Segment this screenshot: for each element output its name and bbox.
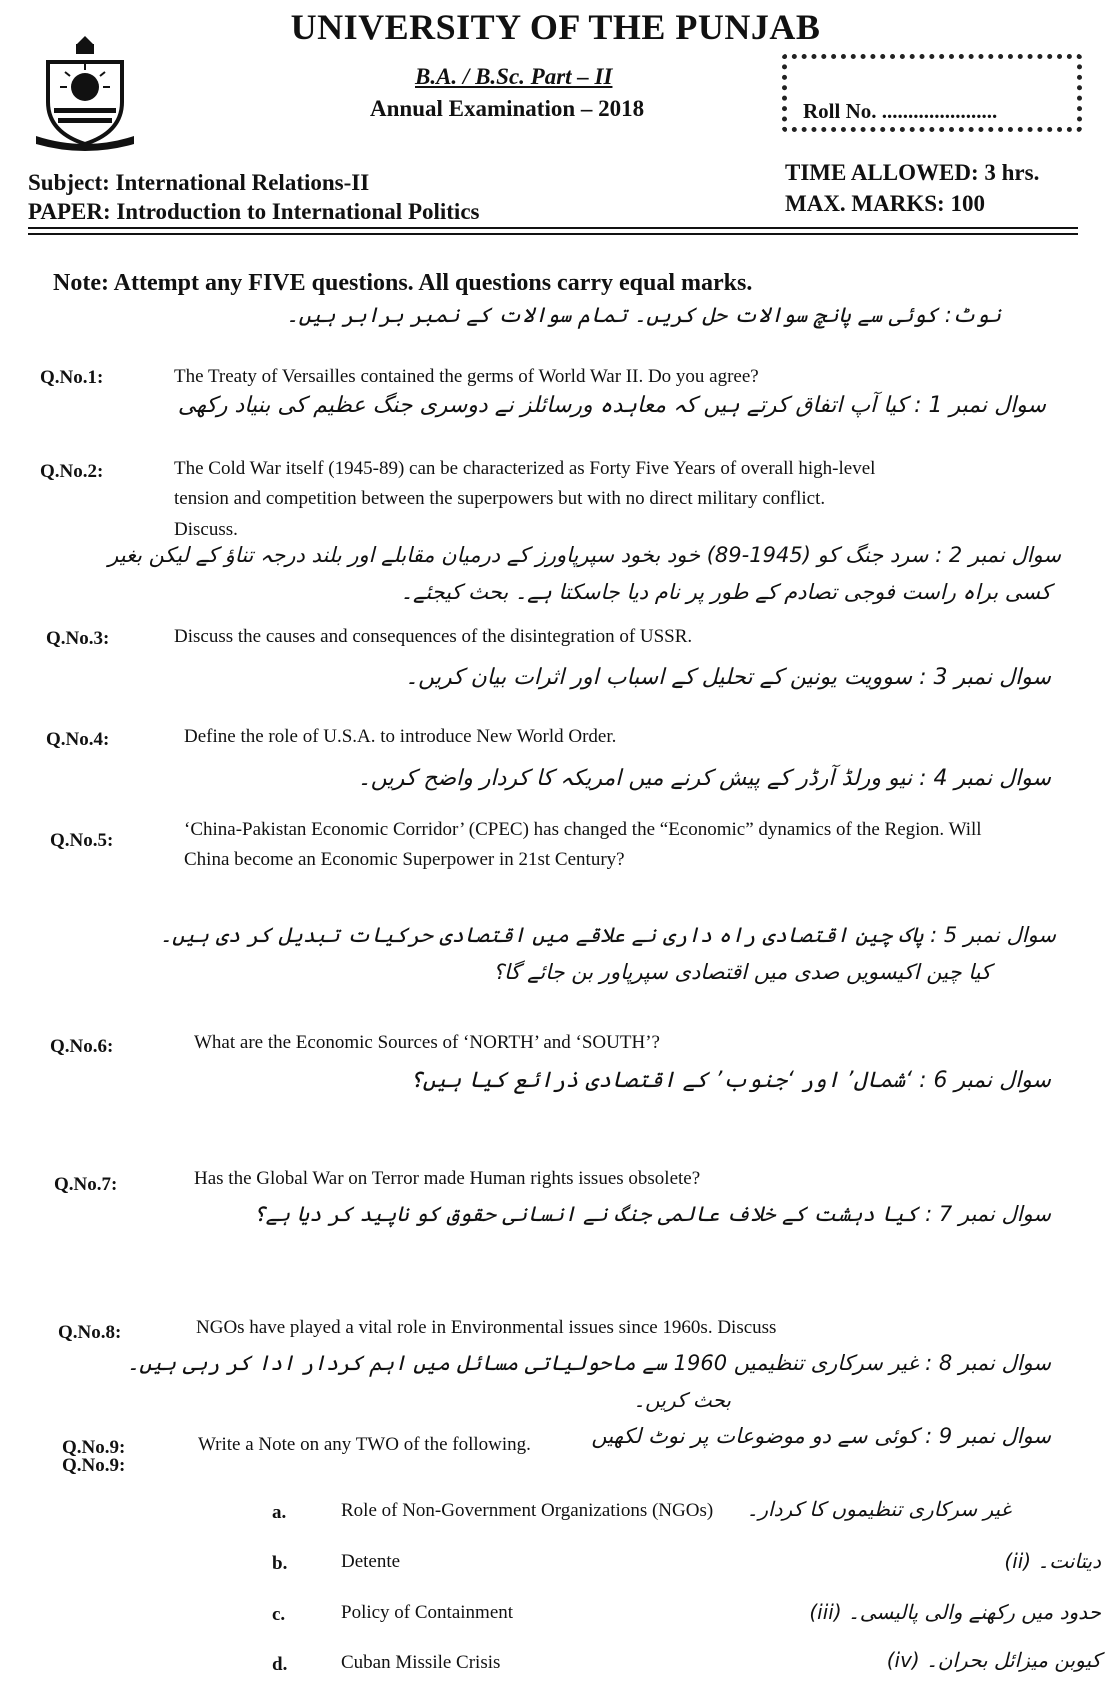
sub-item-letter: b. — [272, 1553, 288, 1574]
question-urdu: بحث کریں۔ — [633, 1388, 731, 1412]
question-urdu: کسی براہ راست فوجی تصادم کے طور پر نام دیا جاسکتا ہے۔ بحث کیجئے۔ — [400, 580, 1051, 604]
sub-item-letter: c. — [272, 1604, 286, 1625]
question-urdu: سوال نمبر 9 : کوئی سے دو موضوعات پر نوٹ لکھیں — [591, 1424, 1051, 1448]
sub-item-letter: d. — [272, 1654, 288, 1675]
question-text: Write a Note on any TWO of the following. — [198, 1434, 531, 1455]
question-number: Q.No.3: — [46, 628, 110, 649]
question-text: Define the role of U.S.A. to introduce New World Order. — [184, 726, 617, 747]
question-urdu: سوال نمبر 8 : غیر سرکاری تنظیمیں 1960 سے ماحولیاتی مسائل میں اہم کردار ادا کر رہی ہیں۔ — [127, 1351, 1051, 1375]
question-text: The Cold War itself (1945-89) can be characterized as Forty Five Years of overall high-level tension and competition between the superpowers but with no direct military conflict. Discuss. — [174, 458, 876, 540]
sub-item-urdu: (ii) دیتانت۔ — [1004, 1549, 1101, 1573]
question-urdu: سوال نمبر 7 : کیا دہشت کے خلاف عالمی جنگ نے انسانی حقوق کو ناپید کر دیا ہے؟ — [253, 1202, 1051, 1226]
question-urdu: سوال نمبر 1 : کیا آپ اتفاق کرتے ہیں کہ معاہدہ ورسائلز نے دوسری جنگ عظیم کی بنیاد رکھی — [177, 393, 1046, 418]
instructions-note-urdu: نوٹ: کوئی سے پانچ سوالات حل کریں۔ تمام سوالات کے نمبر برابر ہیں۔ — [286, 303, 1001, 327]
question-number: Q.No.9: — [62, 1455, 126, 1476]
sub-item-text: Cuban Missile Crisis — [341, 1652, 501, 1673]
question-number: Q.No.2: — [40, 461, 104, 482]
max-marks: MAX. MARKS: 100 — [785, 191, 985, 216]
sub-item-text: Detente — [341, 1551, 401, 1572]
question-text: NGOs have played a vital role in Environmental issues since 1960s. Discuss — [196, 1317, 777, 1338]
question-urdu: سوال نمبر 6 : ‘شمال’ اور ‘جنوب’ کے اقتصادی ذرائع کیا ہیں؟ — [409, 1068, 1051, 1093]
sub-item-letter: a. — [272, 1502, 287, 1523]
question-urdu: سوال نمبر 5 : پاک چین اقتصادی راہ داری نے علاقے میں اقتصادی حرکیات تبدیل کر دی ہیں۔ — [159, 923, 1056, 947]
time-allowed: TIME ALLOWED: 3 hrs. — [785, 160, 1040, 185]
question-number: Q.No.7: — [54, 1174, 118, 1195]
question-number: Q.No.8: — [58, 1322, 122, 1343]
question-number: Q.No.5: — [50, 830, 114, 851]
question-text: The Treaty of Versailles contained the germs of World War II. Do you agree? — [174, 366, 759, 387]
roll-number-box — [782, 54, 1082, 132]
question-number: Q.No.9: — [62, 1437, 126, 1458]
question-text: Has the Global War on Terror made Human rights issues obsolete? — [194, 1168, 701, 1189]
roll-number-label: Roll No. ...................... — [803, 99, 998, 123]
question-text: What are the Economic Sources of ‘NORTH’ and ‘SOUTH’? — [194, 1032, 660, 1053]
question-urdu: کیا چین اکیسویں صدی میں اقتصادی سپرپاور بن جائے گا؟ — [492, 960, 991, 984]
question-text: ‘China-Pakistan Economic Corridor’ (CPEC) has changed the “Economic” dynamics of the Region. Will China become an Economic Superpower in 21st Century? — [184, 819, 982, 871]
question-number: Q.No.4: — [46, 729, 110, 750]
header-divider — [28, 233, 1078, 235]
university-title: UNIVERSITY OF THE PUNJAB — [290, 7, 821, 47]
exam-heading: Annual Examination – 2018 — [370, 96, 645, 121]
sub-item-urdu: غیر سرکاری تنظیموں کا کردار۔ — [746, 1497, 1011, 1521]
question-number: Q.No.1: — [40, 367, 104, 388]
paper-line: PAPER: Introduction to International Politics — [28, 199, 480, 224]
question-text: Discuss the causes and consequences of the disintegration of USSR. — [174, 626, 693, 647]
question-urdu: سوال نمبر 4 : نیو ورلڈ آرڈر کے پیش کرنے میں امریکہ کا کردار واضح کریں۔ — [357, 766, 1051, 791]
university-crest-logo — [30, 32, 140, 152]
question-urdu: سوال نمبر 3 : سوویت یونین کے تحلیل کے اسباب اور اثرات بیان کریں۔ — [405, 665, 1051, 690]
subject-line: Subject: International Relations-II — [28, 170, 370, 195]
sub-item-urdu: (iii) حدود میں رکھنے والی پالیسی۔ — [809, 1600, 1101, 1624]
sub-item-text: Policy of Containment — [341, 1602, 514, 1623]
program-heading: B.A. / B.Sc. Part – II — [415, 64, 613, 89]
sub-item-urdu: (iv) کیوبن میزائل بحران۔ — [886, 1648, 1101, 1672]
instructions-note: Note: Attempt any FIVE questions. All questions carry equal marks. — [53, 270, 753, 296]
question-urdu: سوال نمبر 2 : سرد جنگ کو (1945-89) خود بخود سپرپاورز کے درمیان مقابلے اور بلند درجہ تناؤ کے لیکن بغیر — [108, 543, 1061, 567]
question-number: Q.No.6: — [50, 1036, 114, 1057]
sub-item-text: Role of Non-Government Organizations (NGOs) — [341, 1500, 714, 1521]
header-divider — [28, 227, 1078, 229]
